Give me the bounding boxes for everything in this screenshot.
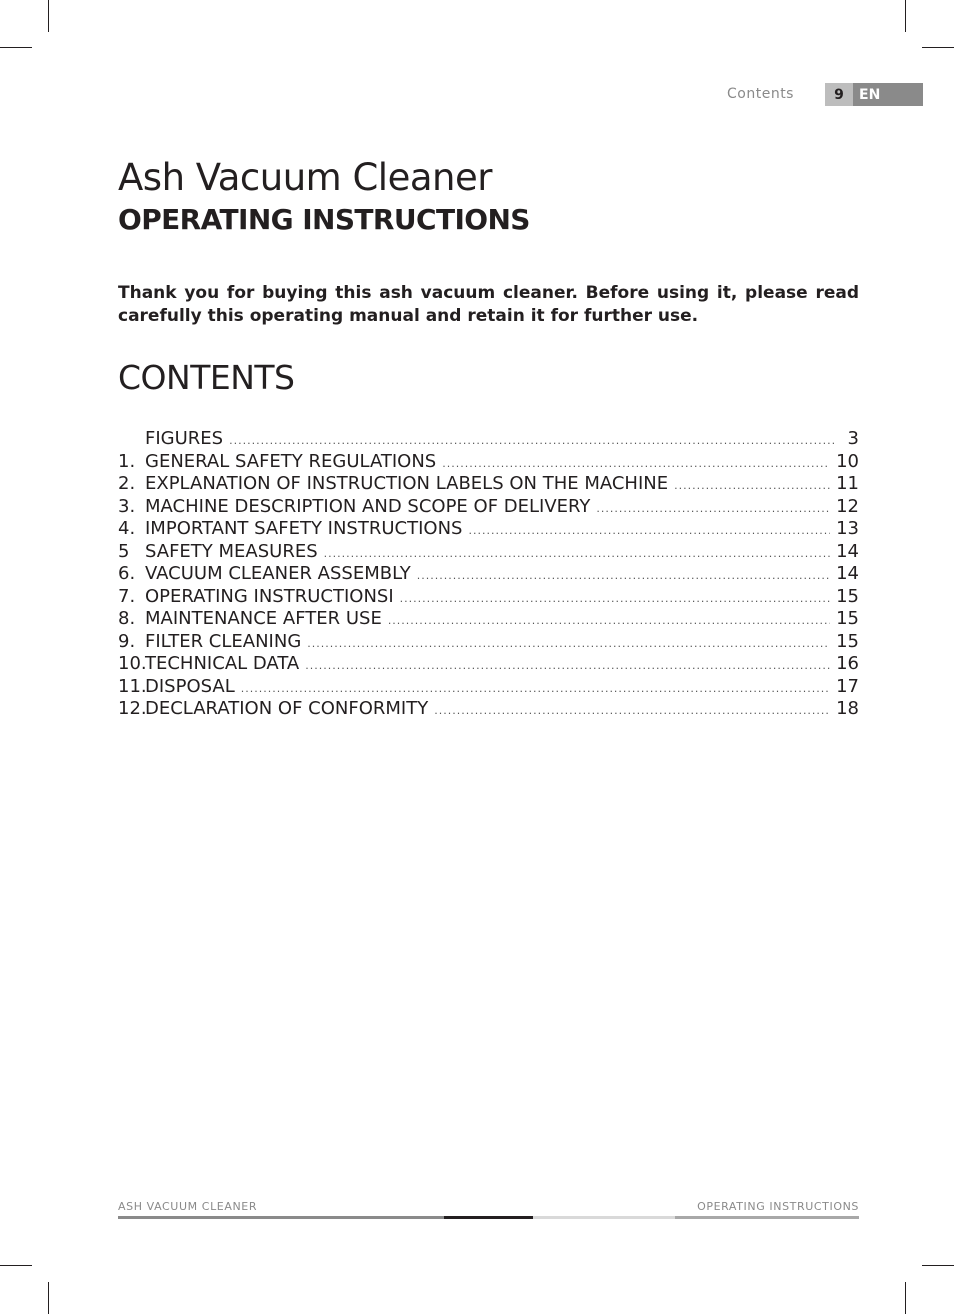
toc-entry-label: MACHINE DESCRIPTION AND SCOPE OF DELIVERY [145, 495, 591, 517]
crop-mark [905, 0, 906, 32]
toc-entry[interactable] [118, 428, 859, 451]
crop-mark [922, 1265, 954, 1266]
toc-entry[interactable] [118, 451, 859, 474]
toc-entry-page: 17 [836, 675, 859, 697]
footer-bar-segment [118, 1216, 444, 1219]
toc-entry[interactable] [118, 541, 859, 564]
toc-entry-number: 8. [118, 608, 136, 629]
toc-entry-number: 11. [118, 675, 147, 697]
toc-leader-dots [442, 457, 830, 470]
header-section-title: Contents [727, 86, 794, 102]
toc-entry-number: 10. [118, 653, 147, 674]
toc-entry[interactable] [118, 473, 859, 496]
toc-entry-number: 7. [118, 585, 136, 607]
toc-leader-dots [307, 637, 830, 650]
toc-leader-dots [417, 569, 830, 582]
toc-leader-dots [241, 682, 830, 695]
toc-entry-page: 15 [836, 630, 859, 652]
toc-entry-number: 2. [118, 473, 136, 494]
toc-entry-label: SAFETY MEASURES [145, 540, 318, 562]
crop-mark [0, 1265, 32, 1266]
toc-entry[interactable] [118, 608, 859, 631]
toc-entry-number: 12. [118, 698, 147, 719]
intro-paragraph: Thank you for buying this ash vacuum cleaner. Before using it, please read carefully this operating manual and retain it for further use. [118, 283, 859, 326]
toc-entry-label: FILTER CLEANING [145, 630, 302, 652]
toc-entry[interactable] [118, 676, 859, 699]
toc-leader-dots [324, 547, 830, 560]
toc-entry-page: 14 [836, 563, 859, 584]
toc-leader-dots [305, 659, 830, 672]
toc-entry[interactable] [118, 518, 859, 541]
toc-entry-label: MAINTENANCE AFTER USE [145, 608, 382, 629]
page-tab [825, 83, 923, 106]
toc-entry-page: 11 [836, 473, 859, 494]
toc-entry-label: DECLARATION OF CONFORMITY [145, 698, 429, 719]
toc-entry-page: 18 [836, 698, 859, 719]
footer-bar-segment [533, 1216, 675, 1219]
crop-mark [48, 1282, 49, 1314]
toc-entry-page: 14 [836, 540, 859, 562]
toc-entry-number: 5 [118, 540, 130, 562]
crop-mark [0, 47, 32, 48]
toc-entry[interactable] [118, 563, 859, 586]
toc-entry[interactable] [118, 631, 859, 654]
toc-entry[interactable] [118, 586, 859, 609]
toc-leader-dots [229, 434, 835, 447]
toc-entry-label: FIGURES [145, 428, 224, 449]
contents-heading: CONTENTS [118, 358, 295, 397]
toc-entry-number: 6. [118, 563, 136, 584]
footer-left-text: ASH VACUUM CLEANER [118, 1200, 258, 1213]
toc-leader-dots [674, 479, 830, 492]
toc-entry-page: 10 [836, 450, 859, 472]
toc-entry[interactable] [118, 698, 859, 721]
toc-entry-label: TECHNICAL DATA [145, 653, 300, 674]
toc-entry-page: 3 [847, 428, 859, 449]
footer-right-text: OPERATING INSTRUCTIONS [697, 1200, 859, 1213]
toc-entry-label: DISPOSAL [145, 675, 235, 697]
crop-mark [48, 0, 49, 32]
toc-entry-label: OPERATING INSTRUCTIONSI [145, 585, 394, 607]
toc-entry-page: 15 [836, 585, 859, 607]
toc-leader-dots [388, 614, 830, 627]
toc-entry-page: 12 [836, 495, 859, 517]
toc-entry-page: 13 [836, 518, 859, 539]
footer-bar-segment [675, 1216, 859, 1219]
language-badge: EN [853, 83, 923, 106]
footer-bar-segment [444, 1216, 533, 1219]
toc-entry[interactable] [118, 496, 859, 519]
toc-entry-label: IMPORTANT SAFETY INSTRUCTIONS [145, 518, 463, 539]
footer-color-bar [118, 1216, 859, 1219]
toc-leader-dots [434, 704, 830, 717]
table-of-contents [118, 428, 859, 721]
toc-leader-dots [468, 524, 830, 537]
toc-entry-number: 9. [118, 630, 136, 652]
toc-entry-page: 15 [836, 608, 859, 629]
crop-mark [905, 1282, 906, 1314]
document-subtitle: OPERATING INSTRUCTIONS [118, 203, 530, 236]
toc-entry-label: GENERAL SAFETY REGULATIONS [145, 450, 437, 472]
toc-entry[interactable] [118, 653, 859, 676]
toc-entry-number: 4. [118, 518, 136, 539]
toc-leader-dots [596, 502, 830, 515]
toc-entry-label: VACUUM CLEANER ASSEMBLY [145, 563, 411, 584]
page-number: 9 [825, 83, 853, 106]
toc-leader-dots [400, 592, 830, 605]
toc-entry-label: EXPLANATION OF INSTRUCTION LABELS ON THE MACHINE [145, 473, 669, 494]
toc-entry-page: 16 [836, 653, 859, 674]
toc-entry-number: 3. [118, 495, 136, 517]
crop-mark [922, 47, 954, 48]
toc-entry-number: 1. [118, 450, 136, 472]
document-title: Ash Vacuum Cleaner [118, 156, 492, 199]
